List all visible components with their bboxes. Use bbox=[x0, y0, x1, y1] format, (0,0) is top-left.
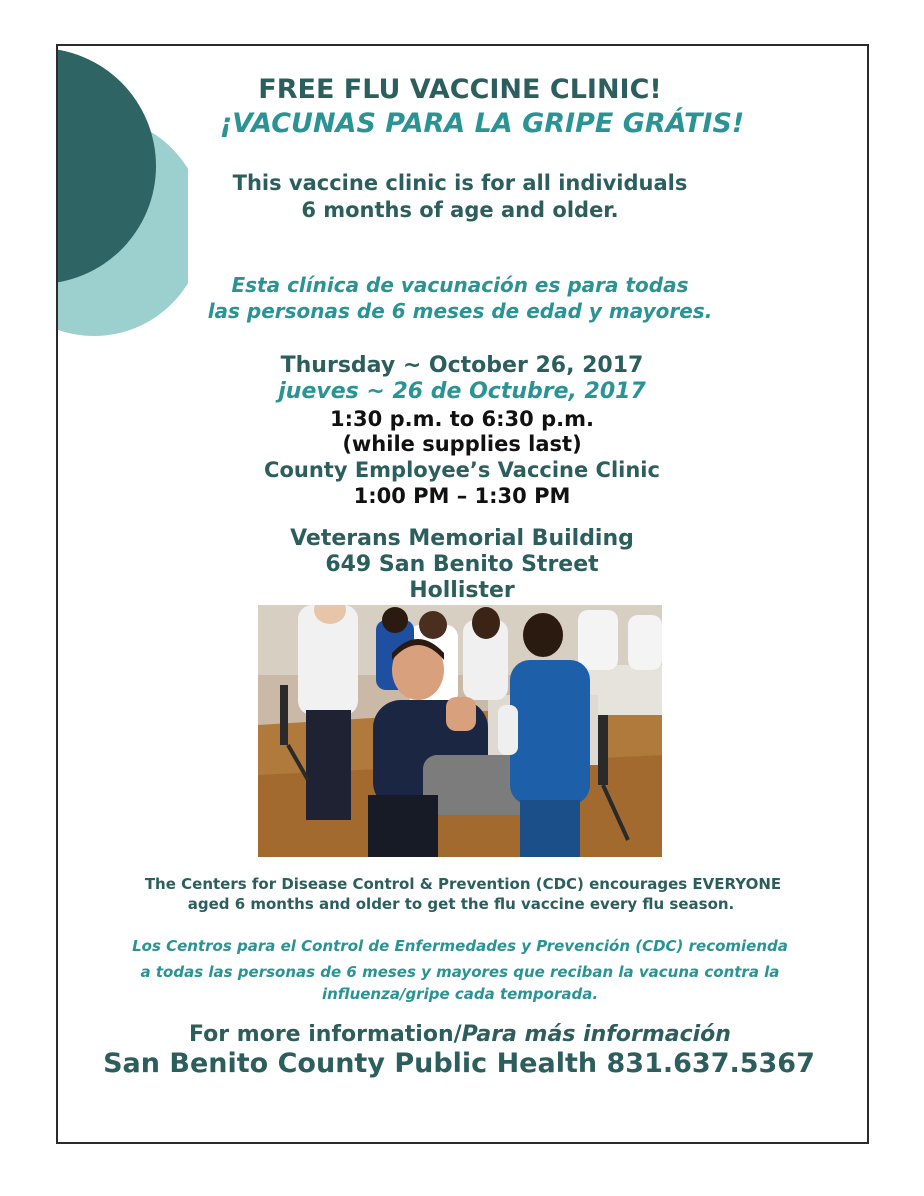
vaccination-photo bbox=[258, 605, 662, 857]
cdc-spanish-line1: Los Centros para el Control de Enfermedades y Prevención (CDC) recomienda bbox=[132, 937, 788, 955]
contact-organization-phone: San Benito County Public Health 831.637.5367 bbox=[103, 1048, 815, 1079]
eligibility-spanish-line1: Esta clínica de vacunación es para todas bbox=[231, 273, 689, 297]
eligibility-english-line1: This vaccine clinic is for all individuals bbox=[232, 171, 688, 195]
event-date-spanish: jueves ~ 26 de Octubre, 2017 bbox=[278, 379, 646, 404]
event-supply-note: (while supplies last) bbox=[342, 432, 582, 456]
cdc-spanish-line2: a todas las personas de 6 meses y mayores que reciban la vacuna contra la bbox=[140, 963, 780, 981]
contact-info-label bbox=[0, 1024, 922, 1046]
event-date-english: Thursday ~ October 26, 2017 bbox=[280, 353, 644, 378]
cdc-english-line1: The Centers for Disease Control & Prevention (CDC) encourages EVERYONE bbox=[144, 875, 782, 893]
location-building: Veterans Memorial Building bbox=[290, 526, 634, 551]
heading-spanish: ¡VACUNAS PARA LA GRIPE GRÁTIS! bbox=[219, 108, 745, 139]
cdc-english-line2: aged 6 months and older to get the flu vaccine every flu season. bbox=[187, 895, 735, 913]
employee-clinic-label: County Employee’s Vaccine Clinic bbox=[264, 458, 660, 482]
eligibility-spanish-line2: las personas de 6 meses de edad y mayores. bbox=[207, 299, 713, 323]
employee-clinic-time: 1:00 PM – 1:30 PM bbox=[353, 484, 571, 508]
contact-info-label-spanish: Para más información bbox=[461, 1022, 731, 1047]
heading-english: FREE FLU VACCINE CLINIC! bbox=[258, 74, 662, 105]
location-city: Hollister bbox=[409, 578, 515, 603]
location-street: 649 San Benito Street bbox=[325, 552, 599, 577]
event-time: 1:30 p.m. to 6:30 p.m. bbox=[330, 407, 594, 431]
eligibility-english-line2: 6 months of age and older. bbox=[301, 198, 619, 222]
vaccination-photo-illustration bbox=[258, 605, 662, 857]
contact-info-label-english: For more information/ bbox=[189, 1022, 462, 1047]
cdc-spanish-line3: influenza/gripe cada temporada. bbox=[321, 985, 599, 1003]
